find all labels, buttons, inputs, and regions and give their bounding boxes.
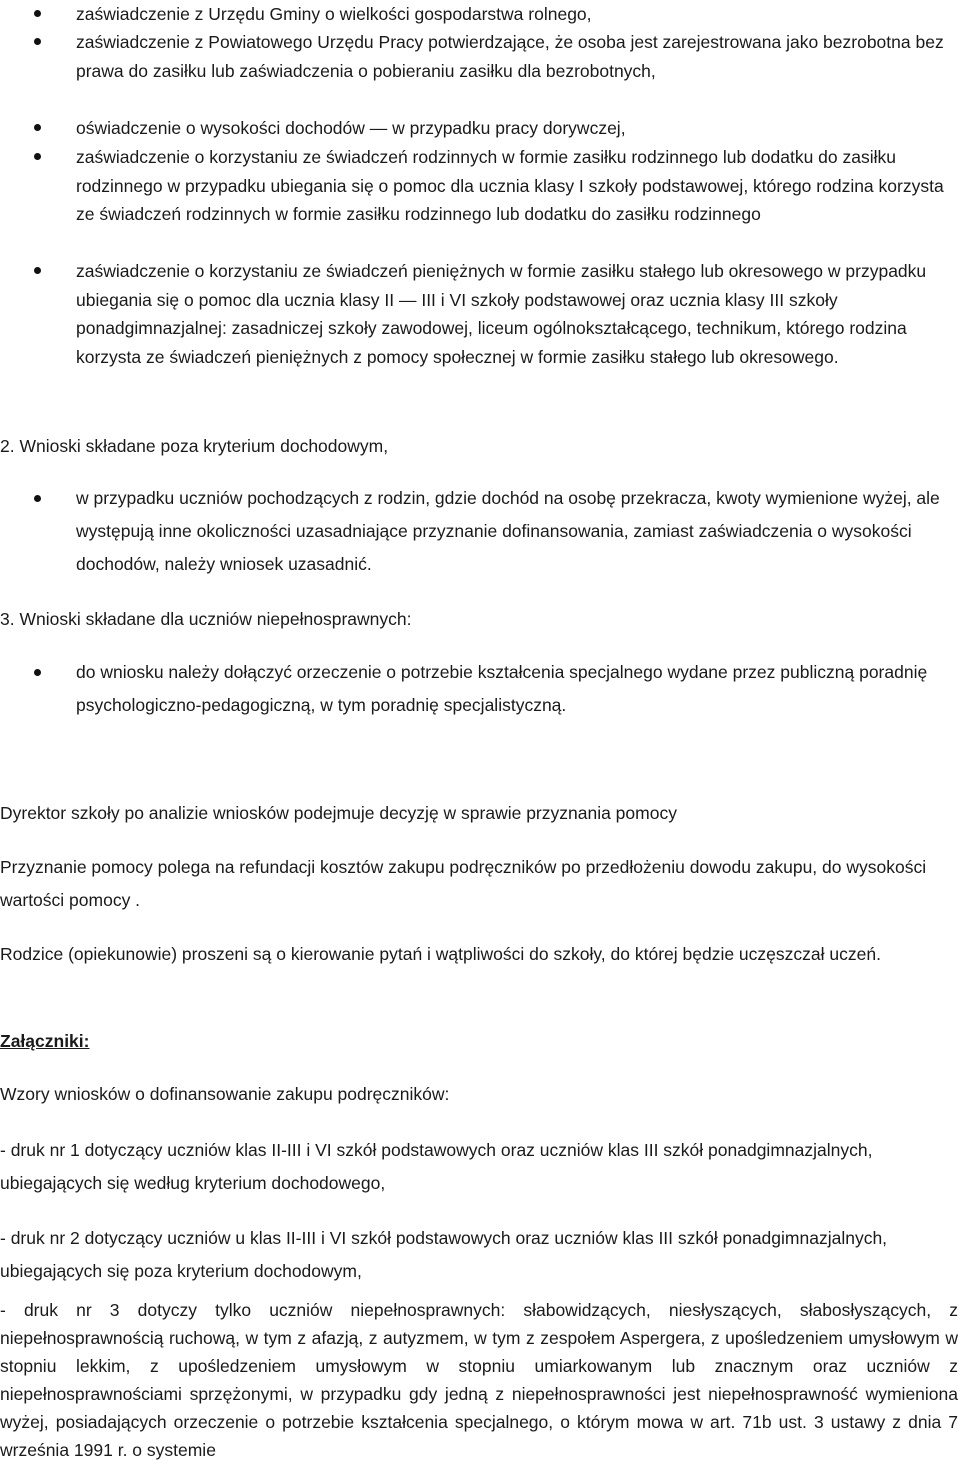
list-item: zaświadczenie z Powiatowego Urzędu Pracy potwierdzające, że osoba jest zarejestrowana jako bezrobotna bez prawa do zasiłku lub zaświadczenia o pobieraniu zasiłku dla bezrobotnych, (76, 28, 960, 85)
paragraph-parents: Rodzice (opiekunowie) proszeni są o kierowanie pytań i wątpliwości do szkoły, do której będzie uczęszczał uczeń. (0, 944, 881, 964)
attachment-item: - druk nr 1 dotyczący uczniów klas II-III i VI szkół podstawowych oraz uczniów klas III szkół ponadgimnazjalnych, ubiegających się według kryterium dochodowego, (0, 1140, 873, 1193)
list-item: zaświadczenie o korzystaniu ze świadczeń pieniężnych w formie zasiłku stałego lub okresowego w przypadku ubiegania się o pomoc dla ucznia klasy II — III i VI szkoły podstawowej oraz ucznia klasy III szkoły ponadgimnazjalnej: zasadniczej szkoły zawodowej, liceum ogólnokształcącego, technikum, którego rodzina korzysta ze świadczeń pieniężnych z pomocy społecznej w formie zasiłku stałego lub okresowego. (76, 257, 960, 371)
paragraph-director: Dyrektor szkoły po analizie wniosków podejmuje decyzję w sprawie przyznania pomocy (0, 803, 677, 823)
attachment-item: - druk nr 3 dotyczy tylko uczniów niepełnosprawnych: słabowidzących, niesłyszących, słabosłyszących, z niepełnosprawnością ruchową, w tym z afazją, z autyzmem, w tym z zespołem Aspergera, z upośledzeniem umysłowym w stopniu lekkim, z upośledzeniem umysłowym w stopniu umiarkowanym lub znacznym oraz uczniów z niepełnosprawnościami sprzężonymi, w przypadku gdy jedną z niepełnosprawności jest niepełnosprawność wymieniona wyżej, posiadających orzeczenie o potrzebie kształcenia specjalnego, o którym mowa w art. 71b ust. 3 ustawy z dnia 7 września 1991 r. o systemie (0, 1300, 958, 1460)
paragraph-refund: Przyznanie pomocy polega na refundacji kosztów zakupu podręczników po przedłożeniu dowodu zakupu, do wysokości wartości pomocy . (0, 857, 927, 910)
list-item: w przypadku uczniów pochodzących z rodzin, gdzie dochód na osobę przekracza, kwoty wymienione wyżej, ale występują inne okoliczności uzasadniające przyznanie dofinansowania, zamiast zaświadczenia o wysokości dochodów, należy wniosek uzasadnić. (76, 482, 960, 581)
list-item: oświadczenie o wysokości dochodów — w przypadku pracy dorywczej, (76, 114, 960, 143)
attachments-intro: Wzory wniosków o dofinansowanie zakupu podręczników: (0, 1084, 450, 1104)
attachment-item: - druk nr 2 dotyczący uczniów u klas II-III i VI szkół podstawowych oraz uczniów klas III szkół ponadgimnazjalnych, ubiegających się poza kryterium dochodowym, (0, 1228, 888, 1281)
attachments-heading: Załączniki: (0, 1031, 90, 1051)
list-item: do wniosku należy dołączyć orzeczenie o potrzebie kształcenia specjalnego wydane przez publiczną poradnię psychologiczno-pedagogiczną, w tym poradnię specjalistyczną. (76, 656, 960, 722)
section-heading: 2. Wnioski składane poza kryterium dochodowym, (0, 436, 389, 456)
section-heading: 3. Wnioski składane dla uczniów niepełnosprawnych: (0, 609, 412, 629)
list-item: zaświadczenie z Urzędu Gminy o wielkości gospodarstwa rolnego, (76, 0, 960, 29)
list-item: zaświadczenie o korzystaniu ze świadczeń rodzinnych w formie zasiłku rodzinnego lub dodatku do zasiłku rodzinnego w przypadku ubiegania się o pomoc dla ucznia klasy I szkoły podstawowej, którego rodzina korzysta ze świadczeń rodzinnych w formie zasiłku rodzinnego lub dodatku do zasiłku rodzinnego (76, 143, 960, 229)
